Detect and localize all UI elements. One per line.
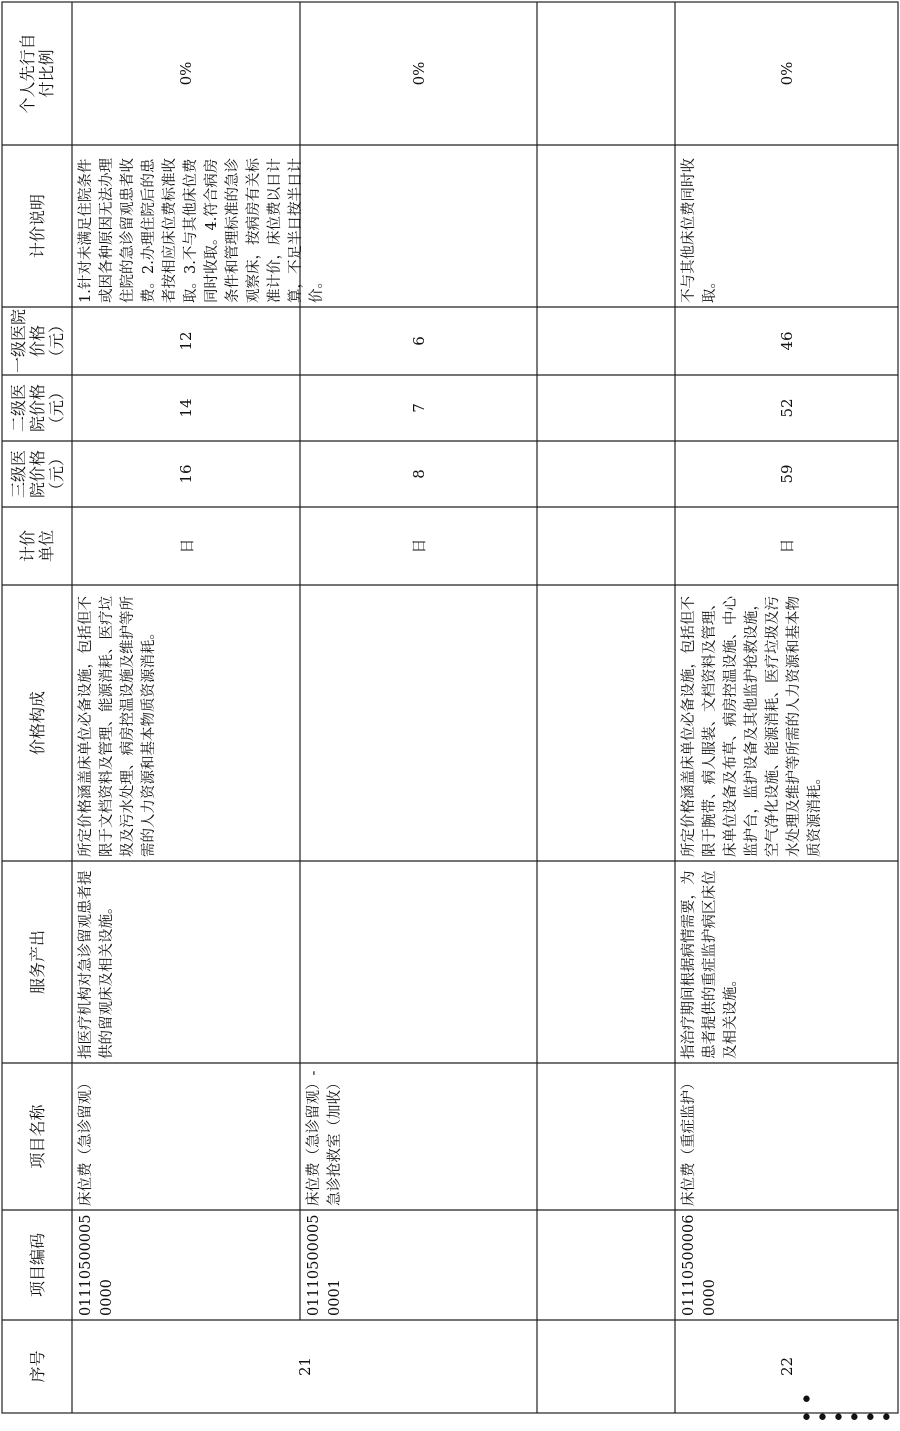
row21-code: 011105000050000	[78, 1214, 115, 1316]
row21-price-tertiary: 16	[177, 464, 195, 484]
row22-unit: 日	[778, 538, 796, 554]
header-price-secondary: 二级医院价格（元）	[8, 384, 66, 433]
row21-sub-selfpay: 0%	[409, 61, 428, 86]
row22-seq: 22	[777, 1356, 796, 1377]
row22-price-tertiary: 59	[777, 464, 796, 484]
row21-sub-code: 011105000050001	[306, 1214, 343, 1316]
row21-output: 指医疗机构对急诊留观患者提供的留观床及相关设施。	[78, 870, 115, 1059]
header-price-primary: 一级医院价格（元）	[8, 308, 66, 373]
row21-price-primary: 12	[177, 331, 195, 351]
row21-unit: 日	[177, 538, 196, 554]
header-output: 服务产出	[27, 930, 47, 995]
header-seq: 序号	[27, 1350, 47, 1383]
header-unit: 计价单位	[18, 530, 56, 563]
row21-name: 床位费（急诊留观）	[78, 1075, 94, 1206]
header-price-tertiary: 三级医院价格（元）	[8, 450, 66, 499]
header-name: 项目名称	[27, 1104, 47, 1169]
row21-sub-name: 床位费（急诊留观）-急诊抢救室（加收）	[306, 1070, 343, 1206]
row21-composition: 所定价格涵盖床单位必备设施，包括但不限于文档资料及管理、能源消耗、医疗垃圾及污水处理、病房控温设施及维护等所需的人力资源和基本物质资源消耗。	[78, 596, 157, 857]
row21-price-secondary: 14	[177, 398, 195, 418]
footer-dots: • ••••••	[800, 1388, 896, 1431]
row22-output: 指治疗期间根据病情需要，为患者提供的重症监护病区床位及相关设施。	[681, 870, 739, 1059]
header-code: 项目编码	[27, 1233, 47, 1298]
header-composition: 价格构成	[27, 691, 47, 756]
row21-sub-price-secondary: 7	[409, 403, 428, 413]
row21-selfpay: 0%	[177, 61, 195, 86]
row22-code: 011105000060000	[681, 1214, 718, 1316]
header-note: 计价说明	[27, 194, 47, 259]
row22-price-primary: 46	[777, 331, 796, 351]
row21-seq: 21	[295, 1356, 314, 1377]
row22-composition: 所定价格涵盖床单位必备设施，包括但不限于腕带、病人服装、文档资料及管理、床单位设备及布草、病房控温设施、中心监护台，监护设备及其他监护抢救设施，空气净化设施、能源消耗、医疗垃圾及污水处理及维护等所需的人力资源和基本物质资源消耗。	[681, 596, 823, 857]
row21-sub-price-primary: 6	[409, 336, 428, 346]
row21-sub-unit: 日	[410, 538, 428, 554]
row22-note: 不与其他床位费同时收取。	[681, 158, 718, 303]
row21-sub-price-tertiary: 8	[409, 469, 428, 479]
row22-price-secondary: 52	[777, 398, 796, 418]
row22-selfpay: 0%	[777, 61, 796, 86]
row21-note: 1.针对未满足住院条件或因各种原因无法办理住院的急诊留观患者收费。2.办理住院后的患者按相应床位费标准收取。3.不与其他床位费同时收取。4.符合病房条件和管理标准的急诊观察床，按病房有关标准计价，床位费以日计算，不足半日按半日计价。	[78, 158, 325, 303]
row22-name: 床位费（重症监护）	[681, 1075, 697, 1206]
header-selfpay: 个人先行自付比例	[18, 33, 56, 114]
